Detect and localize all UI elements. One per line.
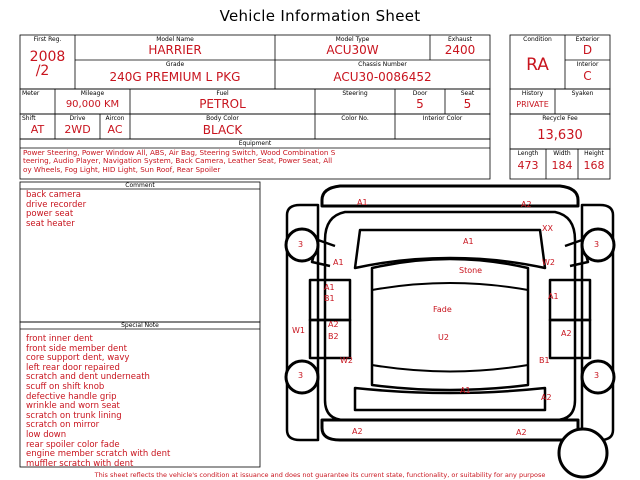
history-value: PRIVATE bbox=[516, 100, 549, 109]
length-label: Length bbox=[517, 150, 539, 157]
recycle-fee-label: Recycle Fee bbox=[542, 115, 578, 122]
damage-mark: A2 bbox=[516, 428, 527, 437]
note-line: front side member dent bbox=[26, 343, 127, 354]
damage-mark: W1 bbox=[292, 326, 305, 335]
fuel-value: PETROL bbox=[199, 97, 246, 111]
model-name-value: HARRIER bbox=[148, 43, 202, 57]
exhaust-label: Exhaust bbox=[447, 36, 473, 43]
body-color-value: BLACK bbox=[202, 123, 243, 137]
damage-mark: A1 bbox=[357, 198, 368, 207]
note-line: engine member scratch with dent bbox=[26, 449, 171, 460]
width-value: 184 bbox=[551, 159, 573, 172]
damage-mark: Fade bbox=[433, 305, 452, 314]
comment-line: seat heater bbox=[26, 218, 75, 229]
seat-label: Seat bbox=[460, 90, 475, 97]
interior-grade-value: C bbox=[583, 69, 592, 83]
damage-mark: XX bbox=[542, 224, 553, 233]
damage-mark: A2 bbox=[541, 393, 552, 402]
interior-grade-label: Interior bbox=[576, 61, 599, 68]
shift-label: Shift bbox=[22, 115, 36, 122]
chassis-label: Chassis Number bbox=[358, 61, 407, 68]
grade-value: 240G PREMIUM L PKG bbox=[109, 70, 241, 84]
damage-mark: W2 bbox=[340, 356, 353, 365]
exterior-value: D bbox=[582, 43, 593, 57]
exhaust-value: 2400 bbox=[444, 43, 476, 57]
height-label: Height bbox=[584, 150, 604, 157]
drive-label: Drive bbox=[69, 115, 86, 122]
drive-value: 2WD bbox=[64, 123, 91, 136]
aircon-label: Aircon bbox=[105, 115, 125, 122]
height-value: 168 bbox=[583, 159, 605, 172]
special-note-label: Special Note bbox=[121, 322, 159, 329]
grade-label: Grade bbox=[165, 61, 185, 68]
seat-value: 5 bbox=[463, 97, 472, 111]
page-title: Vehicle Information Sheet bbox=[219, 7, 421, 25]
disclaimer-footer: This sheet reflects the vehicle's condition at issuance and does not guarantee its current state, functionality, or suitability for any purpose bbox=[94, 471, 546, 479]
damage-mark: 3 bbox=[298, 240, 304, 249]
equipment-line: Power Steering, Power Window All, ABS, Air Bag, Steering Switch, Wood Combination S bbox=[23, 148, 336, 157]
damage-mark: B1 bbox=[324, 294, 335, 303]
equipment-label: Equipment bbox=[238, 140, 272, 147]
aircon-value: AC bbox=[107, 123, 123, 136]
meter-label: Meter bbox=[22, 90, 40, 97]
door-value: 5 bbox=[416, 97, 424, 111]
note-line: scratch and dent underneath bbox=[26, 372, 150, 383]
note-line: muffler scratch with dent bbox=[26, 458, 134, 469]
damage-mark: 3 bbox=[594, 240, 600, 249]
damage-mark: A2 bbox=[521, 200, 532, 209]
comment-line: back camera bbox=[26, 190, 81, 200]
recycle-fee-value: 13,630 bbox=[537, 128, 583, 143]
equipment-line: teering, Audio Player, Navigation System, Back Camera, Leather Seat, Power Seat, All bbox=[23, 156, 333, 166]
damage-mark: B2 bbox=[328, 332, 339, 341]
damage-mark: 3 bbox=[298, 371, 304, 380]
note-line: front inner dent bbox=[26, 334, 93, 344]
damage-mark: A1 bbox=[463, 237, 474, 246]
condition-value: RA bbox=[526, 55, 549, 75]
note-line: scratch on mirror bbox=[26, 420, 100, 431]
damage-mark: A2 bbox=[352, 427, 363, 436]
shift-value: AT bbox=[30, 123, 45, 136]
model-type-label: Model Type bbox=[335, 36, 370, 43]
spare-wheel-icon bbox=[559, 429, 607, 477]
exterior-label: Exterior bbox=[575, 36, 600, 43]
damage-mark: A1 bbox=[324, 283, 335, 292]
damage-mark: A1 bbox=[333, 258, 344, 267]
note-line: left rear door repaired bbox=[26, 362, 120, 373]
comment-line: power seat bbox=[26, 209, 74, 219]
interior-color-label: Interior Color bbox=[422, 115, 463, 122]
condition-label: Condition bbox=[523, 36, 552, 43]
door-label: Door bbox=[412, 90, 428, 97]
first-reg-month: /2 bbox=[35, 63, 50, 79]
length-value: 473 bbox=[517, 159, 539, 172]
first-reg-label: First Reg. bbox=[33, 36, 62, 43]
mileage-value: 90,000 KM bbox=[65, 99, 120, 110]
note-line: scratch on trunk lining bbox=[26, 410, 122, 421]
first-reg-year: 2008 bbox=[29, 49, 66, 65]
history-label: History bbox=[521, 90, 544, 97]
damage-mark: A1 bbox=[460, 386, 471, 395]
chassis-value: ACU30-0086452 bbox=[333, 70, 432, 84]
damage-mark: B1 bbox=[539, 356, 550, 365]
mileage-label: Mileage bbox=[80, 90, 105, 97]
damage-mark: U2 bbox=[438, 333, 449, 342]
note-line: defective handle grip bbox=[26, 391, 117, 402]
damage-mark: Stone bbox=[459, 266, 483, 275]
model-name-label: Model Name bbox=[156, 36, 194, 43]
comment-label: Comment bbox=[125, 182, 155, 189]
color-no-label: Color No. bbox=[341, 115, 369, 122]
damage-mark: W2 bbox=[542, 258, 555, 267]
damage-mark: A2 bbox=[561, 329, 572, 338]
note-line: low down bbox=[26, 429, 67, 440]
note-line: rear spoiler color fade bbox=[26, 439, 120, 450]
damage-mark: 3 bbox=[594, 371, 600, 380]
damage-mark: A2 bbox=[328, 320, 339, 329]
note-line: scuff on shift knob bbox=[26, 381, 105, 392]
width-label: Width bbox=[553, 150, 571, 157]
body-color-label: Body Color bbox=[206, 115, 239, 122]
note-line: core support dent, wavy bbox=[26, 353, 130, 364]
syaken-label: Syaken bbox=[571, 90, 594, 97]
comment-line: drive recorder bbox=[26, 199, 87, 210]
steering-label: Steering bbox=[342, 90, 368, 97]
equipment-line: oy Wheels, Fog Light, HID Light, Sun Roof, Rear Spoiler bbox=[23, 164, 221, 174]
note-line: wrinkle and worn seat bbox=[26, 401, 120, 412]
model-type-value: ACU30W bbox=[326, 43, 379, 57]
fuel-label: Fuel bbox=[216, 90, 229, 97]
damage-mark: A1 bbox=[548, 292, 559, 301]
